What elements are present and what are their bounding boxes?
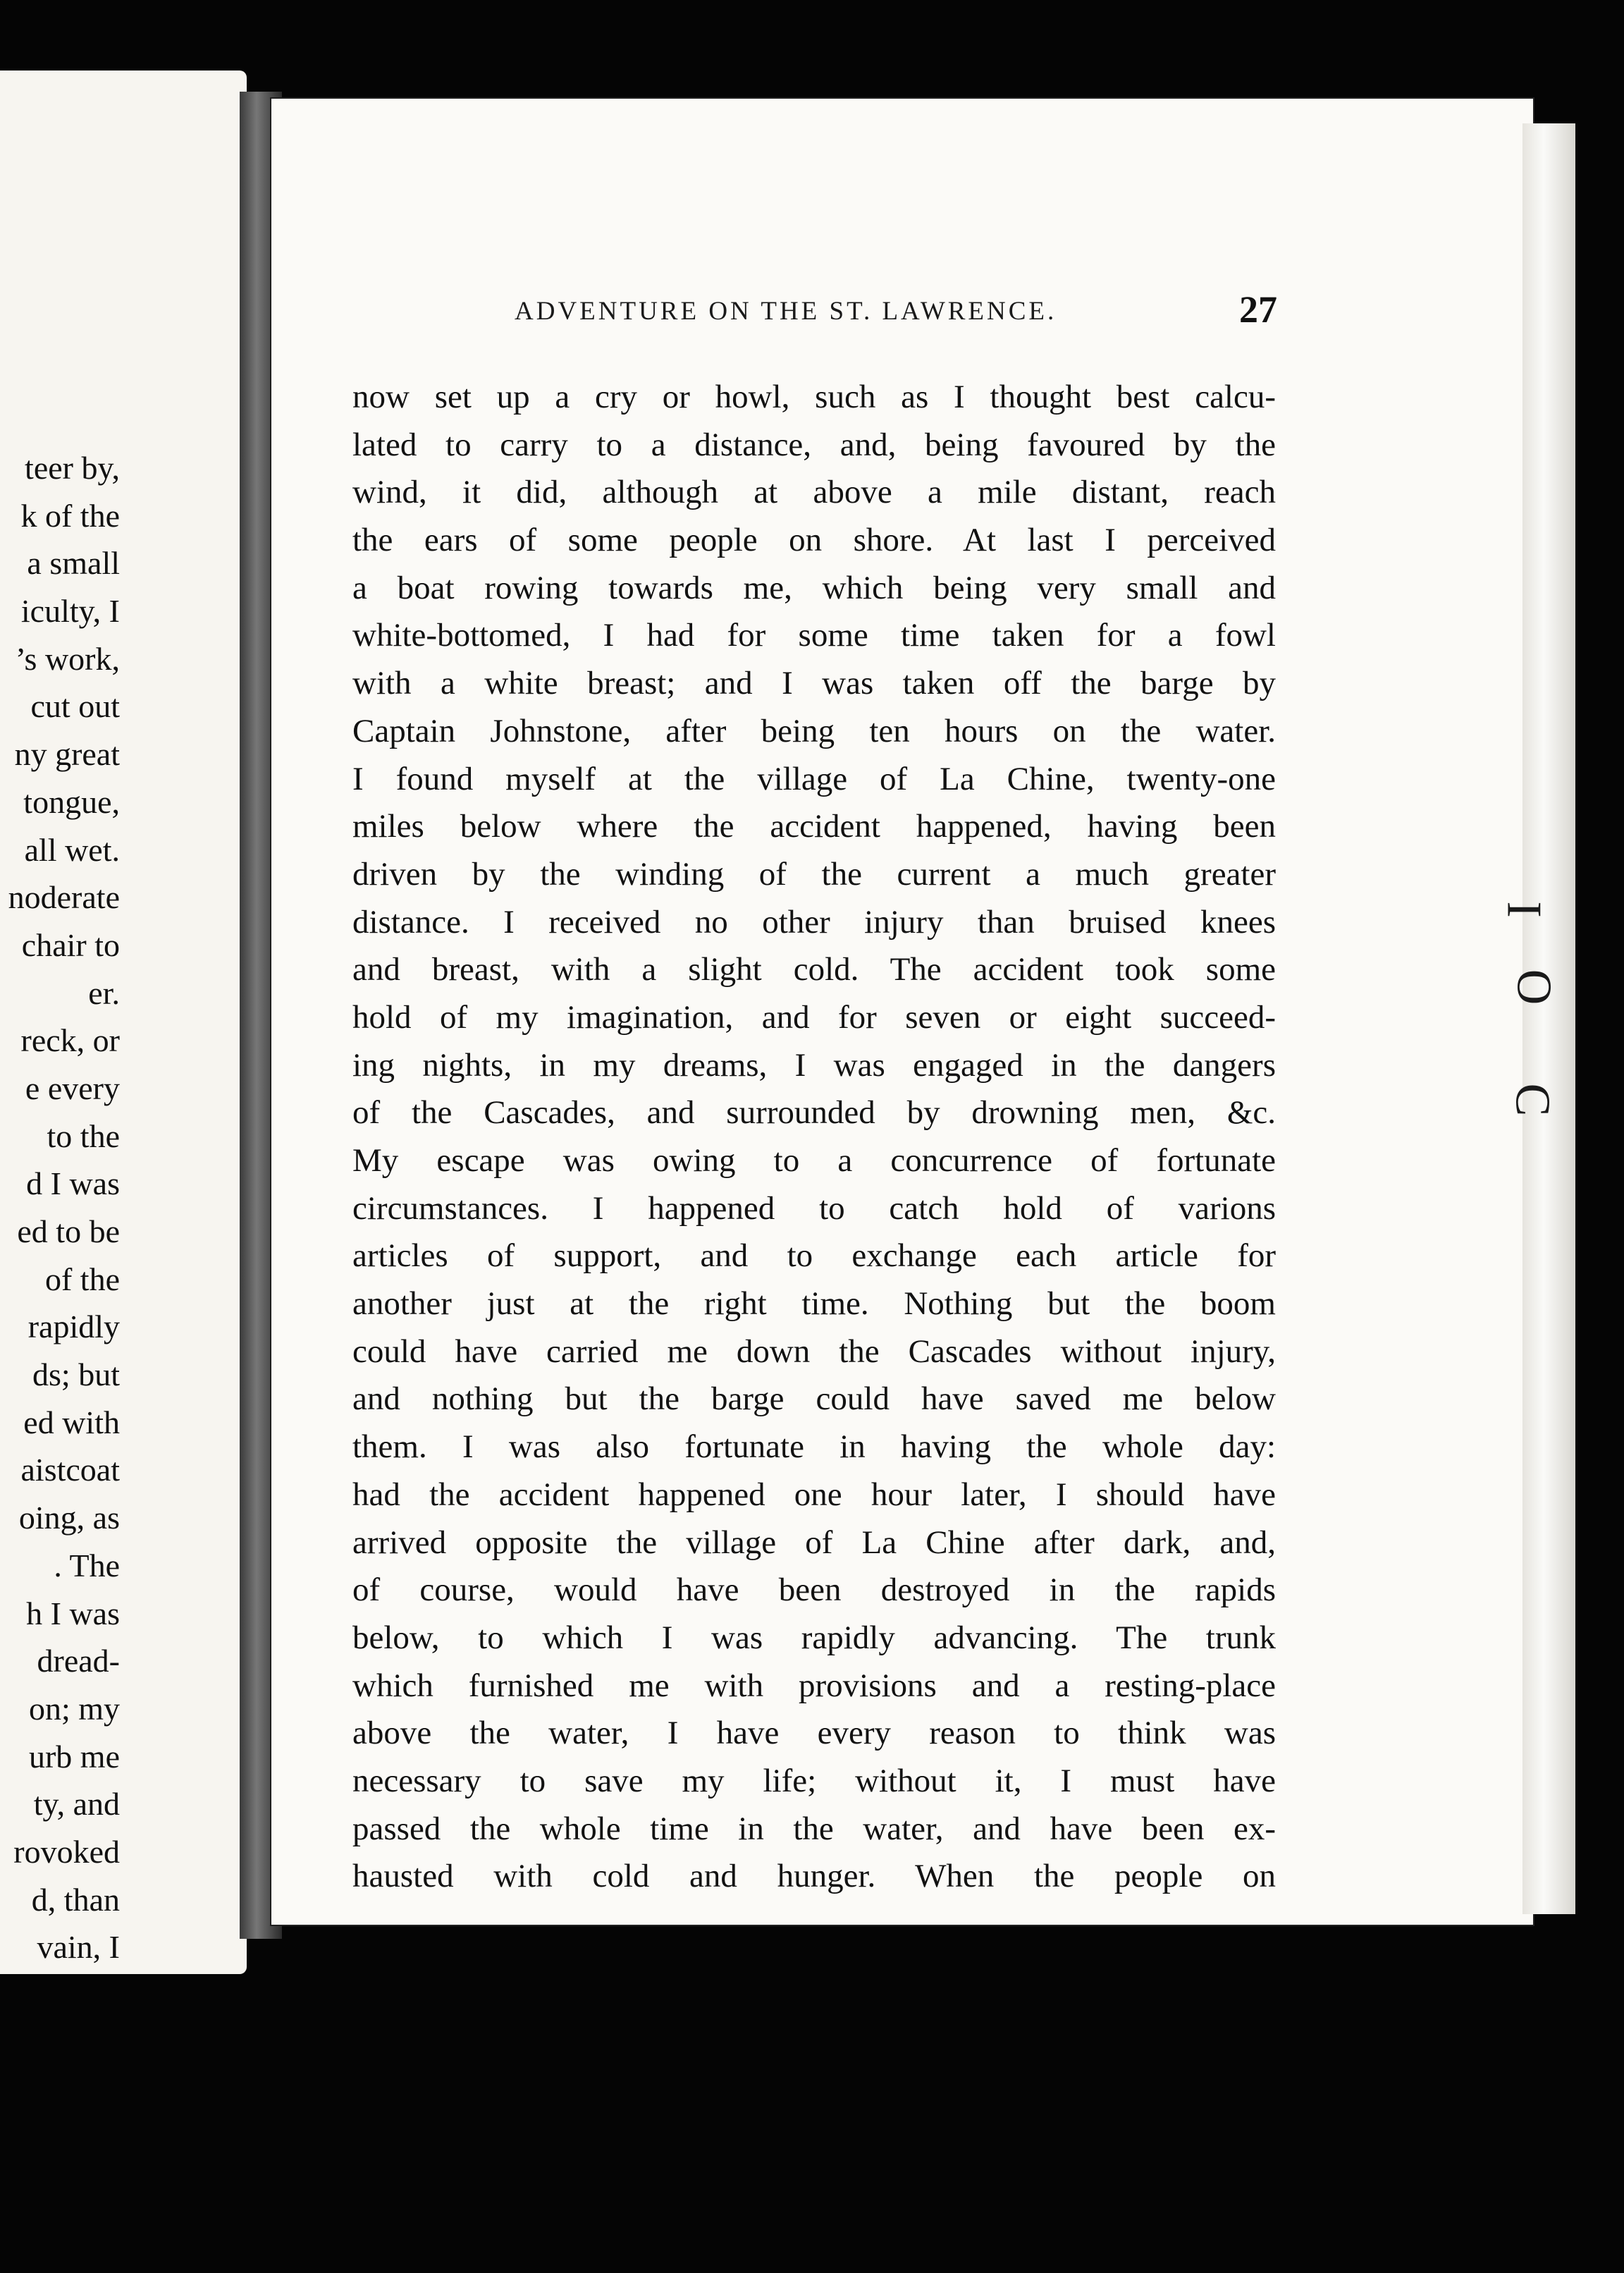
- text-line: circumstances. I happened to catch hold of varions: [352, 1189, 1276, 1227]
- left-page-line: noderate: [8, 879, 120, 916]
- edge-mark: O: [1506, 969, 1561, 1005]
- body-text: [352, 374, 1276, 1901]
- text-line: another just at the right time. Nothing but the boom: [352, 1285, 1276, 1323]
- left-page-line: er.: [88, 974, 120, 1011]
- left-page-line: d, than: [31, 1881, 120, 1918]
- left-page-line: e every: [25, 1070, 120, 1106]
- left-page-line: . The: [54, 1547, 120, 1583]
- text-line: white-bottomed, I had for some time taken for a fowl: [352, 617, 1276, 654]
- text-line: My escape was owing to a concurrence of fortunate: [352, 1142, 1276, 1179]
- page-number: 27: [1239, 288, 1277, 331]
- text-line: them. I was also fortunate in having the whole day:: [352, 1428, 1276, 1466]
- edge-mark: C: [1505, 1083, 1560, 1117]
- running-head: ADVENTURE ON THE ST. LAWRENCE.: [515, 297, 1057, 326]
- text-line: of course, would have been destroyed in the rapids: [352, 1572, 1276, 1609]
- left-page-text: [0, 444, 120, 1971]
- left-page-line: ty, and: [33, 1786, 120, 1822]
- text-line: of the Cascades, and surrounded by drowning men, &c.: [352, 1094, 1276, 1132]
- text-line: hausted with cold and hunger. When the people on: [352, 1858, 1276, 1895]
- text-line: and breast, with a slight cold. The accident took some: [352, 951, 1276, 988]
- left-page-line: ed with: [23, 1404, 120, 1440]
- left-page-line: a small: [27, 545, 120, 582]
- left-page-line: ’s work,: [15, 640, 120, 677]
- left-page-line: rapidly: [27, 1309, 120, 1345]
- page-edge: [1522, 123, 1575, 1914]
- left-page-line: of the: [44, 1261, 120, 1297]
- left-page-line: ds; but: [32, 1356, 120, 1393]
- left-page-line: h I was: [26, 1595, 120, 1631]
- left-page-line: k of the: [20, 497, 120, 534]
- text-line: below, to which I was rapidly advancing. The trunk: [352, 1619, 1276, 1656]
- left-page-line: d I was: [26, 1165, 120, 1202]
- left-page-line: vain, I: [37, 1929, 120, 1966]
- text-line: a boat rowing towards me, which being very small and: [352, 569, 1276, 606]
- text-line: now set up a cry or howl, such as I thought best calcu-: [352, 379, 1276, 415]
- text-line: driven by the winding of the current a much greater: [352, 855, 1276, 893]
- left-page-line: tongue,: [23, 783, 120, 820]
- left-page: [0, 71, 247, 1974]
- left-page-line: dread-: [37, 1643, 120, 1679]
- text-line: with a white breast; and I was taken off the barge by: [352, 665, 1276, 702]
- left-page-line: iculty, I: [20, 593, 120, 630]
- text-line: hold of my imagination, and for seven or eight succeed-: [352, 998, 1276, 1036]
- edge-mark: I: [1496, 901, 1551, 918]
- left-page-line: ny great: [14, 736, 120, 773]
- left-page-line: cut out: [30, 688, 120, 725]
- text-line: I found myself at the village of La Chine, twenty-one: [352, 760, 1276, 797]
- text-line: ing nights, in my dreams, I was engaged in the dangers: [352, 1046, 1276, 1084]
- left-page-line: on; my: [28, 1690, 120, 1727]
- left-page-line: oing, as: [18, 1500, 120, 1536]
- text-line: could have carried me down the Cascades without injury,: [352, 1332, 1276, 1370]
- text-line: passed the whole time in the water, and have been ex-: [352, 1810, 1276, 1847]
- text-line: distance. I received no other injury than bruised knees: [352, 903, 1276, 941]
- text-line: wind, it did, although at above a mile distant, reach: [352, 474, 1276, 511]
- left-page-line: teer by,: [25, 450, 120, 486]
- left-page-line: reck, or: [20, 1022, 120, 1059]
- text-line: lated to carry to a distance, and, being favoured by the: [352, 426, 1276, 463]
- text-line: arrived opposite the village of La Chine after dark, and,: [352, 1524, 1276, 1561]
- left-page-line: urb me: [28, 1738, 120, 1775]
- left-page-line: to the: [47, 1117, 120, 1154]
- text-line: necessary to save my life; without it, I must have: [352, 1762, 1276, 1799]
- left-page-line: ed to be: [17, 1213, 120, 1249]
- text-line: above the water, I have every reason to think was: [352, 1715, 1276, 1752]
- text-line: articles of support, and to exchange each article for: [352, 1237, 1276, 1275]
- left-page-line: rovoked: [13, 1833, 120, 1870]
- text-line: Captain Johnstone, after being ten hours on the water.: [352, 712, 1276, 749]
- left-page-line: aistcoat: [20, 1452, 120, 1488]
- text-line: and nothing but the barge could have saved me below: [352, 1380, 1276, 1418]
- left-page-line: all wet.: [24, 831, 120, 868]
- text-line: had the accident happened one hour later, I should have: [352, 1476, 1276, 1513]
- left-page-line: chair to: [21, 926, 120, 963]
- text-line: which furnished me with provisions and a resting-place: [352, 1667, 1276, 1704]
- text-line: the ears of some people on shore. At last I perceived: [352, 522, 1276, 559]
- text-line: miles below where the accident happened, having been: [352, 808, 1276, 845]
